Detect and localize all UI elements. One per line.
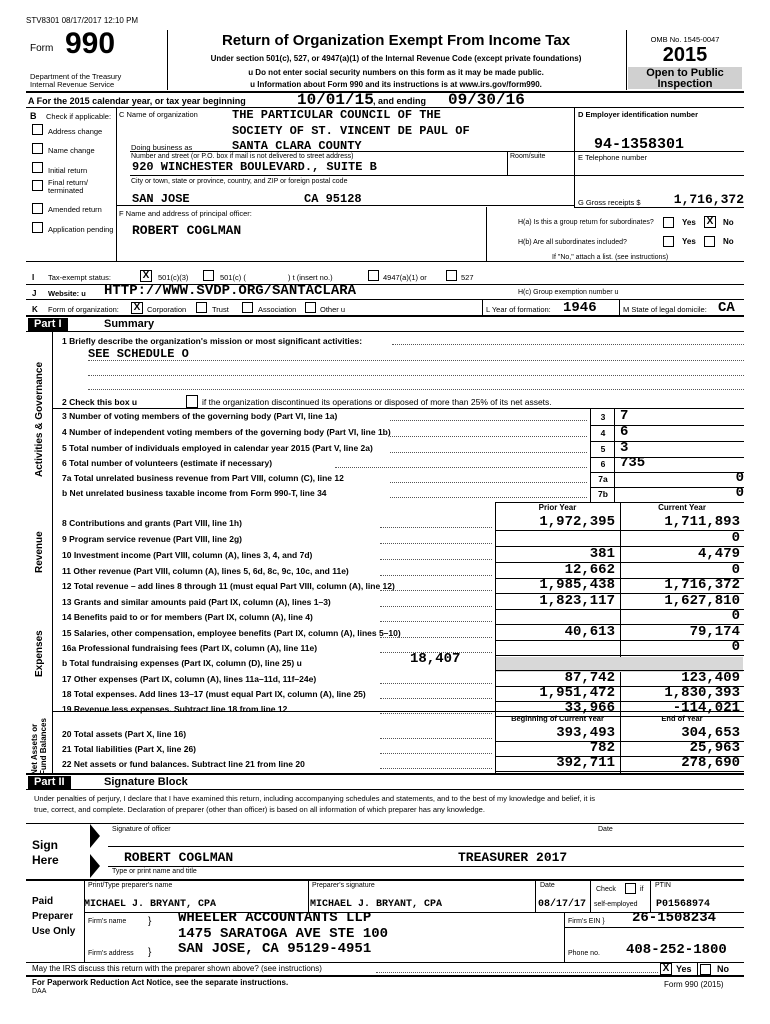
501c3-checkbox[interactable]: X — [140, 270, 152, 282]
omb-number: OMB No. 1545-0047 — [650, 35, 720, 44]
current-year-value: 4,479 — [697, 546, 740, 562]
summary-line-label: 10 Investment income (Part VIII, column (A), lines 3, 4, and 7d) — [62, 550, 313, 560]
summary-line-label: 14 Benefits paid to or for members (Part IX, column (A), line 4) — [62, 612, 313, 622]
group-return-question: H(a) Is this a group return for subordinates? — [518, 219, 654, 226]
firm-address-2: SAN JOSE, CA 95129-4951 — [178, 941, 372, 957]
row-rule — [495, 771, 744, 772]
preparer-date-label: Date — [540, 882, 555, 889]
gov-line-value: 735 — [620, 455, 646, 471]
firm-address-brace-icon: } — [148, 947, 152, 958]
firm-name-brace-icon: } — [148, 916, 152, 927]
gross-receipts-label: G Gross receipts $ — [578, 198, 641, 207]
current-year-value: 25,963 — [689, 740, 740, 756]
line-16b-value: 18,407 — [410, 651, 461, 667]
final-return-checkbox[interactable] — [32, 180, 43, 191]
amended-return-checkbox[interactable] — [32, 203, 43, 214]
org-name-line2: SOCIETY OF ST. VINCENT DE PAUL OF — [232, 124, 470, 138]
firm-ein-label: Firm's EIN } — [568, 918, 605, 925]
gov-line-number: 7b — [598, 489, 608, 499]
signer-name: ROBERT COGLMAN — [124, 850, 234, 865]
501c3-label: 501(c)(3) — [158, 273, 189, 282]
prior-year-value: 393,493 — [556, 725, 615, 741]
ein-value: 94-1358301 — [594, 136, 685, 153]
leader-dots — [380, 559, 492, 560]
print-stamp: STV8301 08/17/2017 12:10 PM — [26, 16, 139, 25]
group-return-no-checkbox[interactable]: X — [704, 216, 716, 228]
leader-dots — [380, 683, 492, 684]
current-year-value: -114,021 — [672, 700, 740, 716]
prior-year-value: 12,662 — [564, 562, 615, 578]
form-of-org-label: Form of organization: — [48, 305, 119, 314]
dept-treasury: Department of the Treasury — [30, 72, 122, 81]
4947-label: 4947(a)(1) or — [383, 273, 427, 282]
gov-line-value: 6 — [620, 424, 629, 440]
subordinates-yes-label: Yes — [682, 237, 696, 246]
initial-return-checkbox[interactable] — [32, 162, 43, 173]
end-year-header: End of Year — [661, 714, 703, 723]
summary-line-label: 13 Grants and similar amounts paid (Part IX, column (A), lines 1–3) — [62, 597, 331, 607]
leader-dots — [390, 497, 587, 498]
preparer-name: MICHAEL J. BRYANT, CPA — [84, 899, 217, 910]
sign-label: Sign — [32, 838, 58, 852]
self-employed-checkbox[interactable] — [625, 883, 636, 894]
firm-ein: 26-1508234 — [632, 910, 717, 926]
leader-dots — [380, 768, 492, 769]
gov-line-value: 7 — [620, 408, 629, 424]
trust-checkbox[interactable] — [196, 302, 207, 313]
leader-dots — [390, 452, 587, 453]
preparer-label: Preparer — [32, 911, 74, 922]
state-zip: CA 95128 — [304, 192, 362, 206]
mission-text: SEE SCHEDULE O — [88, 347, 189, 361]
gross-receipts-value: 1,716,372 — [673, 192, 744, 207]
leader-dots — [390, 436, 587, 437]
form-number: 990 — [65, 27, 116, 60]
line-2-text: if the organization discontinued its operations or disposed of more than 25% of its net assets. — [202, 397, 552, 407]
discuss-yes-label: Yes — [676, 964, 692, 974]
line-j-letter: J — [32, 289, 37, 298]
firm-address-1: 1475 SARATOGA AVE STE 100 — [178, 926, 389, 942]
form-reference: Form 990 (2015) — [664, 980, 724, 989]
terminated-label: terminated — [48, 186, 84, 195]
group-return-yes-checkbox[interactable] — [663, 217, 674, 228]
prior-year-value: 87,742 — [564, 670, 615, 686]
summary-line-label: 16a Professional fundraising fees (Part IX, column (A), line 11e) — [62, 643, 318, 653]
gov-line-label: 7a Total unrelated business revenue from Part VIII, column (C), line 12 — [62, 473, 344, 483]
prior-year-value: 381 — [589, 546, 615, 562]
row-rule — [495, 716, 744, 717]
state-domicile-label: M State of legal domicile: — [623, 305, 707, 314]
type-name-label: Type or print name and title — [112, 868, 197, 875]
summary-line-label: 20 Total assets (Part X, line 16) — [62, 729, 187, 739]
phone-label: Phone no. — [568, 950, 600, 957]
initial-return-label: Initial return — [48, 166, 88, 175]
org-name-line1: THE PARTICULAR COUNCIL OF THE — [232, 108, 441, 122]
year-formation-value: 1946 — [563, 300, 597, 316]
summary-line-label: 11 Other revenue (Part VIII, column (A), lines 5, 6d, 8c, 9c, 10c, and 11e) — [62, 566, 349, 576]
subordinates-yes-checkbox[interactable] — [663, 236, 674, 247]
city: SAN JOSE — [132, 192, 190, 206]
open-public-2: Inspection — [657, 78, 713, 90]
leader-dots — [380, 738, 492, 739]
part-2-label: Part II — [28, 776, 71, 789]
leader-dots — [380, 590, 492, 591]
row-rule — [590, 502, 744, 503]
info-notice: u Information about Form 990 and its instructions is at www.irs.gov/form990. — [250, 80, 542, 89]
paperwork-notice: For Paperwork Reduction Act Notice, see the separate instructions. — [32, 978, 289, 987]
signature-officer-label: Signature of officer — [112, 826, 171, 833]
org-name-label: C Name of organization — [119, 110, 198, 119]
leader-dots — [390, 482, 587, 483]
current-year-value: 0 — [731, 562, 740, 578]
row-rule — [495, 655, 744, 656]
gov-line-value: 0 — [735, 485, 744, 501]
line-k-letter: K — [32, 305, 38, 314]
principal-officer-label: F Name and address of principal officer: — [119, 209, 252, 218]
summary-line-label: 19 Revenue less expenses. Subtract line 18 from line 12 — [62, 704, 288, 714]
line-2-label: 2 Check this box u — [62, 397, 138, 407]
use-only-label: Use Only — [32, 926, 76, 937]
form-word: Form — [30, 43, 54, 54]
amended-return-label: Amended return — [48, 205, 102, 214]
group-exemption-label: H(c) Group exemption number u — [518, 289, 619, 296]
name-change-label: Name change — [48, 146, 95, 155]
leader-dots — [380, 543, 492, 544]
discuss-yes-checkbox[interactable]: X — [660, 963, 672, 975]
side-revenue: Revenue — [34, 531, 45, 573]
form-subtitle: Under section 501(c), 527, or 4947(a)(1) of the Internal Revenue Code (except private foundations) — [210, 54, 582, 63]
city-label: City or town, state or province, country, and ZIP or foreign postal code — [131, 178, 348, 185]
line-i-letter: I — [32, 273, 35, 282]
final-return-label: Final return/ — [48, 178, 89, 187]
summary-line-label: 12 Total revenue – add lines 8 through 11 (must equal Part VIII, column (A), line 12) — [62, 581, 395, 591]
prior-year-value: 1,972,395 — [539, 514, 615, 530]
summary-line-label: 18 Total expenses. Add lines 13–17 (must equal Part IX, column (A), line 25) — [62, 689, 366, 699]
subordinates-no-label: No — [723, 237, 734, 246]
self-employed-label: self-employed — [594, 901, 638, 908]
leader-dots — [380, 753, 492, 754]
gov-line-number: 6 — [600, 459, 606, 469]
501c-checkbox[interactable] — [203, 270, 214, 281]
gov-line-number: 5 — [600, 444, 606, 454]
prior-year-value: 1,823,117 — [539, 593, 615, 609]
preparer-signature: MICHAEL J. BRYANT, CPA — [310, 899, 443, 910]
association-label: Association — [258, 305, 297, 314]
gov-line-value: 0 — [735, 470, 744, 486]
perjury-line-2: true, correct, and complete. Declaration of preparer (other than officer) is based on all information of which preparer has any knowledge. — [34, 805, 485, 814]
signer-title: TREASURER 2017 — [458, 850, 568, 865]
trust-label: Trust — [212, 305, 229, 314]
application-pending-label: Application pending — [48, 225, 114, 234]
name-change-checkbox[interactable] — [32, 143, 43, 154]
gov-line-number: 4 — [600, 428, 606, 438]
telephone-label: E Telephone number — [578, 153, 648, 162]
open-public-1: Open to Public — [646, 67, 724, 79]
current-year-header: Current Year — [658, 503, 706, 512]
current-year-value: 0 — [731, 530, 740, 546]
address-change-checkbox[interactable] — [32, 124, 43, 135]
leader-dots — [380, 698, 492, 699]
principal-officer-name: ROBERT COGLMAN — [132, 223, 242, 238]
room-suite-label: Room/suite — [510, 153, 546, 160]
here-label: Here — [32, 853, 59, 867]
street-label: Number and street (or P.O. box if mail is not delivered to street address) — [131, 153, 354, 160]
side-net-assets-2: Fund Balances — [39, 718, 48, 775]
firm-address-label: Firm's address — [88, 950, 134, 957]
tax-year-begin: 10/01/15 — [297, 91, 374, 109]
current-year-value: 1,716,372 — [664, 577, 740, 593]
leader-dots — [380, 575, 492, 576]
preparer-date: 08/17/17 — [538, 899, 587, 910]
preparer-name-label: Print/Type preparer's name — [88, 882, 173, 889]
other-org-label: Other u — [320, 305, 346, 314]
prior-year-value: 1,985,438 — [539, 577, 615, 593]
perjury-line-1: Under penalties of perjury, I declare that I have examined this return, including accompanying schedules and statements, and to the best of my knowledge and belief, it is — [34, 794, 596, 803]
self-check-label: Check — [596, 886, 616, 893]
firm-name: WHEELER ACCOUNTANTS LLP — [178, 910, 372, 926]
tax-year-end: 09/30/16 — [448, 91, 525, 109]
line-1-label: 1 Briefly describe the organization's mission or most significant activities: — [62, 336, 363, 346]
discuss-no-label: No — [717, 964, 729, 974]
leader-dots — [380, 606, 492, 607]
association-checkbox[interactable] — [242, 302, 253, 313]
gov-line-value: 3 — [620, 440, 629, 456]
line-16b-label: b Total fundraising expenses (Part IX, column (D), line 25) u — [62, 658, 302, 668]
phone-value: 408-252-1800 — [626, 942, 727, 958]
side-activities-governance: Activities & Governance — [34, 361, 45, 477]
ptin-value: P01568974 — [656, 899, 711, 910]
current-year-value: 0 — [731, 639, 740, 655]
form-title: Return of Organization Exempt From Income Tax — [221, 32, 571, 49]
part-1-label: Part I — [28, 318, 68, 331]
side-net-assets-1: Net Assets or — [30, 723, 39, 775]
summary-line-label: 17 Other expenses (Part IX, column (A), lines 11a–11d, 11f–24e) — [62, 674, 317, 684]
corporation-checkbox[interactable]: X — [131, 302, 143, 314]
summary-line-label: 22 Net assets or fund balances. Subtract line 21 from line 20 — [62, 759, 305, 769]
signature-date-label: Date — [598, 826, 613, 833]
other-org-checkbox[interactable] — [305, 302, 316, 313]
subordinates-no-checkbox[interactable] — [704, 236, 715, 247]
preparer-sig-label: Preparer's signature — [312, 882, 375, 889]
ptin-label: PTIN — [655, 882, 671, 889]
dba-name: SANTA CLARA COUNTY — [232, 139, 362, 153]
box-b-letter: B — [30, 111, 37, 121]
firm-name-label: Firm's name — [88, 918, 127, 925]
leader-dots — [380, 527, 492, 528]
prior-year-value: 1,951,472 — [539, 685, 615, 701]
summary-line-label: 15 Salaries, other compensation, employee benefits (Part IX, column (A), lines 5–10) — [62, 628, 401, 638]
part-1-title: Summary — [104, 318, 155, 330]
gov-line-number: 7a — [598, 474, 608, 484]
527-checkbox[interactable] — [446, 270, 457, 281]
current-year-value: 1,711,893 — [664, 514, 740, 530]
leader-dots — [380, 621, 492, 622]
group-return-yes-label: Yes — [682, 218, 696, 227]
summary-line-label: 8 Contributions and grants (Part VIII, line 1h) — [62, 518, 242, 528]
line-a-label: A For the 2015 calendar year, or tax year beginning — [28, 96, 246, 106]
daa-mark: DAA — [32, 988, 47, 995]
corporation-label: Corporation — [147, 305, 187, 314]
sign-arrow-icon — [90, 824, 102, 880]
ssn-notice: u Do not enter social security numbers on this form as it may be made public. — [248, 68, 544, 77]
dba-label: Doing business as — [131, 143, 193, 152]
current-year-value: 1,830,393 — [664, 685, 740, 701]
leader-dots — [335, 467, 587, 468]
subordinates-question: H(b) Are all subordinates included? — [518, 239, 627, 246]
state-domicile-value: CA — [718, 300, 735, 316]
street-address: 920 WINCHESTER BOULEVARD., SUITE B — [132, 160, 377, 174]
summary-line-label: 9 Program service revenue (Part VIII, line 2g) — [62, 534, 242, 544]
gov-line-label: b Net unrelated business taxable income from Form 990-T, line 34 — [62, 488, 327, 498]
discontinued-ops-checkbox[interactable] — [186, 395, 198, 408]
gov-line-label: 6 Total number of volunteers (estimate if necessary) — [62, 458, 273, 468]
group-return-no-label: No — [723, 218, 734, 227]
current-year-value: 304,653 — [681, 725, 740, 741]
prior-year-header: Prior Year — [538, 503, 577, 512]
year-formation-label: L Year of formation: — [486, 305, 551, 314]
attach-list-note: If "No," attach a list. (see instructions) — [552, 254, 669, 261]
check-if-applicable: Check if applicable: — [46, 112, 112, 121]
current-year-value: 278,690 — [681, 755, 740, 771]
leader-dots — [390, 420, 587, 421]
application-pending-checkbox[interactable] — [32, 222, 43, 233]
prior-year-value: 392,711 — [556, 755, 615, 771]
beginning-year-header: Beginning of Current Year — [511, 714, 604, 723]
leader-dots — [380, 637, 492, 638]
address-change-label: Address change — [48, 127, 103, 136]
leader-dots — [380, 713, 492, 714]
tax-year: 2015 — [662, 44, 708, 66]
501c-label: 501(c) ( — [220, 273, 246, 282]
discuss-question: May the IRS discuss this return with the preparer shown above? (see instructions) — [32, 964, 322, 973]
website-label: Website: u — [48, 289, 86, 298]
gov-line-number: 3 — [600, 412, 606, 422]
gov-line-label: 4 Number of independent voting members of the governing body (Part VI, line 1b) — [62, 427, 391, 437]
current-year-value: 123,409 — [681, 670, 740, 686]
side-expenses: Expenses — [34, 630, 45, 677]
self-if-label: if — [640, 886, 644, 893]
prior-year-value: 33,966 — [564, 700, 615, 716]
discuss-no-checkbox[interactable] — [700, 964, 711, 975]
gov-line-label: 5 Total number of individuals employed in calendar year 2015 (Part V, line 2a) — [62, 443, 373, 453]
website-value[interactable]: HTTP://WWW.SVDP.ORG/SANTACLARA — [104, 283, 357, 299]
paid-label: Paid — [32, 896, 54, 907]
and-ending: , and ending — [373, 96, 426, 106]
current-year-value: 1,627,810 — [664, 593, 740, 609]
ein-label: D Employer identification number — [578, 110, 699, 119]
527-label: 527 — [461, 273, 474, 282]
tax-exempt-status-label: Tax-exempt status: — [48, 273, 111, 282]
insert-no-label: ) t (insert no.) — [288, 273, 333, 282]
current-year-value: 79,174 — [689, 624, 740, 640]
current-year-value: 0 — [731, 608, 740, 624]
4947-checkbox[interactable] — [368, 270, 379, 281]
prior-year-value: 40,613 — [564, 624, 615, 640]
gov-line-label: 3 Number of voting members of the governing body (Part VI, line 1a) — [62, 411, 338, 421]
summary-line-label: 21 Total liabilities (Part X, line 26) — [62, 744, 196, 754]
dept-irs: Internal Revenue Service — [30, 80, 115, 89]
part-2-title: Signature Block — [104, 776, 188, 788]
prior-year-value: 782 — [589, 740, 615, 756]
